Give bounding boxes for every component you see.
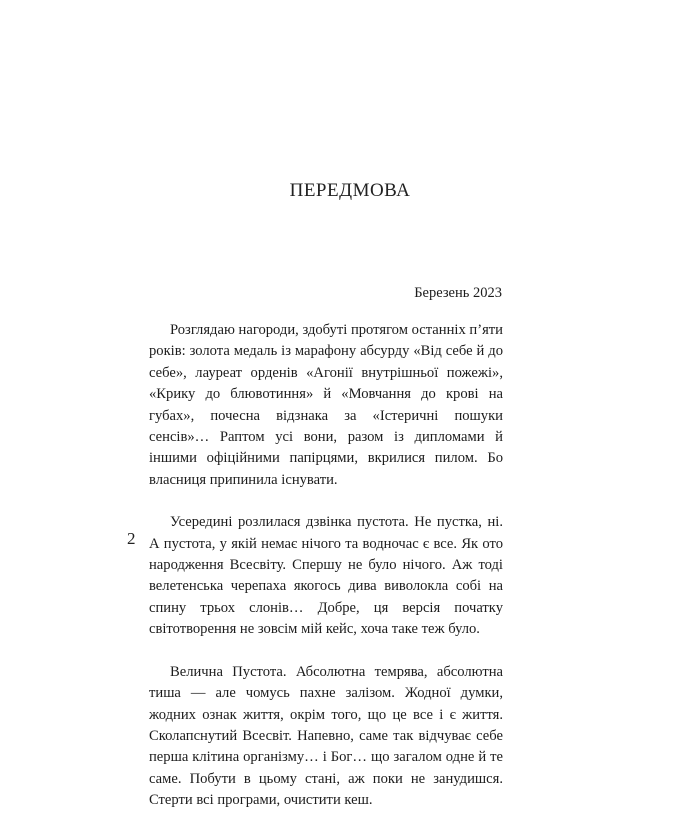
page-number: 2 <box>127 529 136 548</box>
chapter-date: Березень 2023 <box>414 285 502 301</box>
paragraph-2: Усередині розлилася дзвінка пустота. Не пустка, ні. А пустота, у якій немає нічого та водночас є все. Як ото народження Всесвіту. Спершу не було нічого. Аж тоді велетенська черепаха якогось дива виволокла собі на спину трьох слонів… Добре, ця версія початку світотворення не зовсім мій кейс, хоча таке теж було. <box>149 514 503 638</box>
body-text <box>149 320 503 833</box>
paragraph-3: Велична Пустота. Абсолютна темрява, абсолютна тиша — але чомусь пахне залізом. Жодної думки, жодних ознак життя, окрім того, що це все і є життя. Сколапснутий Всесвіт. Напевно, саме так відчуває себе перша клітина організму… і Бог… що загалом одне й те саме. Побути в цьому стані, аж поки не занудишся. Стерти всі програми, очистити кеш. <box>149 663 503 809</box>
chapter-title: ПЕРЕДМОВА <box>289 180 411 201</box>
paragraph-1: Розглядаю нагороди, здобуті протягом останніх п’яти років: золота медаль із марафону абсурду «Від себе й до себе», лауреат орденів «Агонії внутрішньої пожежі», «Крику до блювотиння» й «Мовчання до крові на губах», почесна відзнака за «Істеричні пошуки сенсів»… Раптом усі вони, разом із дипломами й іншими офіційними папірцями, вкрилися пилом. Бо власниця припинила існувати. <box>149 322 503 488</box>
